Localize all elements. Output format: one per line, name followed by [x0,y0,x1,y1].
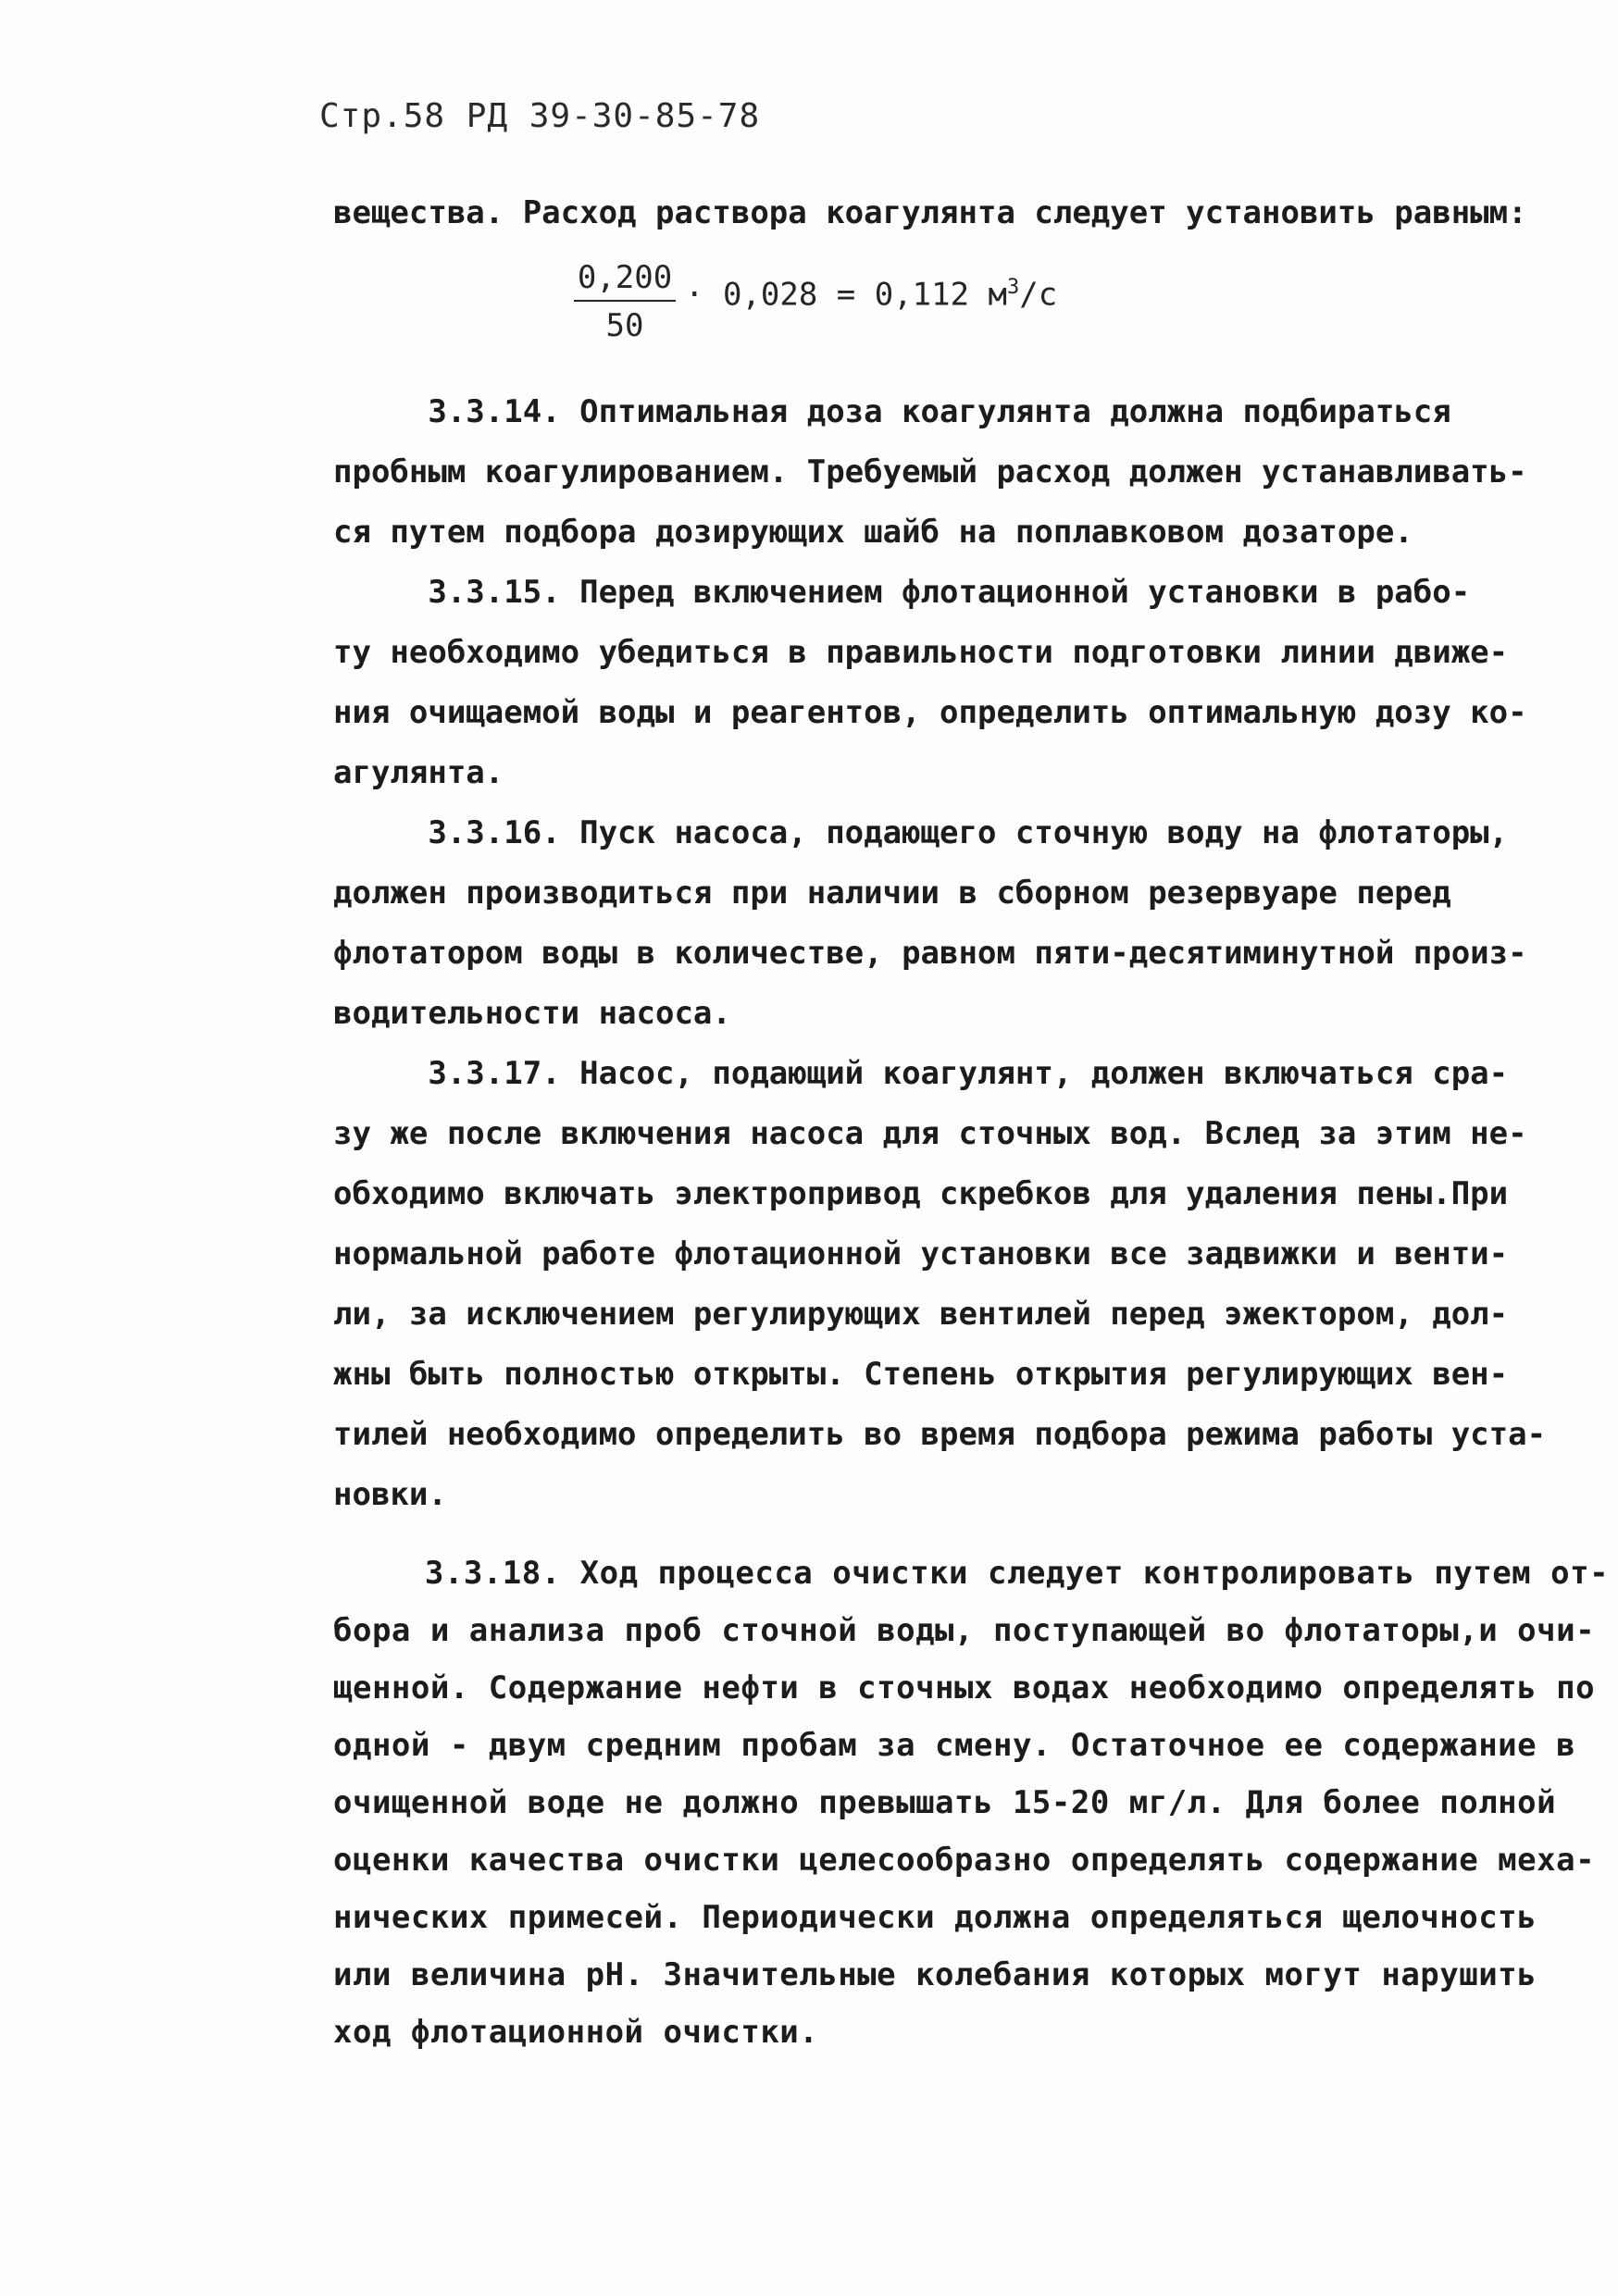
paragraph-3-3-18-line: ход флотационной очистки. [333,2014,819,2051]
paragraph-3-3-18-line: или величина рН. Значительные колебания которых могут нарушить [333,1956,1537,1993]
formula-fraction [574,259,676,344]
formula-expression-text: · 0,028 = 0,112 м [685,276,1007,314]
formula-denominator: 50 [605,307,644,344]
paragraph-3-3-14-line: 3.3.14. Оптимальная доза коагулянта должна подбираться [333,393,1451,430]
paragraph-3-3-15-line: ния очищаемой воды и реагентов, определить оптимальную дозу ко- [333,694,1527,731]
paragraph-3-3-17-line: ли, за исключением регулирующих вентилей перед эжектором, дол- [333,1296,1509,1333]
paragraph-3-3-18-line: бора и анализа проб сточной воды, поступающей во флотаторы,и очи- [333,1612,1596,1649]
paragraph-3-3-14-line: ся путем подбора дозирующих шайб на поплавковом дозаторе. [333,514,1413,551]
paragraph-3-3-18-line: нических примесей. Периодически должна определяться щелочность [333,1899,1537,1936]
paragraph-3-3-17-line: жны быть полностью открыты. Степень открытия регулирующих вен- [333,1356,1509,1393]
formula-unit-tail: /с [1019,276,1058,314]
formula-exponent: 3 [1007,276,1020,299]
paragraph-3-3-15-line: 3.3.15. Перед включением флотационной установки в рабо- [333,574,1471,611]
page-header: Стр.58 РД 39-30-85-78 [319,97,761,135]
paragraph-3-3-16-line: флотатором воды в количестве, равном пяти-десятиминутной произ- [333,935,1527,972]
paragraph-3-3-14-line: пробным коагулированием. Требуемый расход должен устанавливать- [333,453,1527,490]
paragraph-3-3-16-line: водительности насоса. [333,995,731,1032]
paragraph-3-3-17-line: 3.3.17. Насос, подающий коагулянт, должен включаться сра- [333,1055,1509,1092]
paragraph-3-3-17-line: обходимо включать электропривод скребков для удаления пены.При [333,1175,1509,1212]
formula [546,259,1101,352]
paragraph-3-3-15-line: ту необходимо убедиться в правильности подготовки линии движе- [333,634,1509,671]
paragraph-3-3-17-line: новки. [333,1476,447,1513]
intro-line: вещества. Расход раствора коагулянта следует установить равным: [333,194,1527,231]
paragraph-3-3-15-line: агулянта. [333,754,504,791]
formula-expression [685,276,1057,313]
paragraph-3-3-18-line: 3.3.18. Ход процесса очистки следует контролировать путем от- [347,1555,1610,1592]
paragraph-3-3-16-line: 3.3.16. Пуск насоса, подающего сточную воду на флотаторы, [333,814,1509,851]
paragraph-3-3-18-line: одной - двум средним пробам за смену. Остаточное ее содержание в [333,1727,1576,1764]
paragraph-3-3-18-line: очищенной воде не должно превышать 15-20 мг/л. Для более полной [333,1784,1557,1821]
paragraph-3-3-17-line: нормальной работе флотационной установки все задвижки и венти- [333,1235,1509,1272]
paragraph-3-3-17-line: тилей необходимо определить во время подбора режима работы уста- [333,1416,1547,1453]
paragraph-3-3-17-line: зу же после включения насоса для сточных вод. Вслед за этим не- [333,1115,1527,1152]
paragraph-3-3-16-line: должен производиться при наличии в сборном резервуаре перед [333,875,1451,912]
formula-numerator: 0,200 [574,259,676,302]
paragraph-3-3-18-line: оценки качества очистки целесообразно определять содержание меха- [333,1842,1596,1879]
paragraph-3-3-18-line: щенной. Содержание нефти в сточных водах необходимо определять по [333,1669,1596,1706]
